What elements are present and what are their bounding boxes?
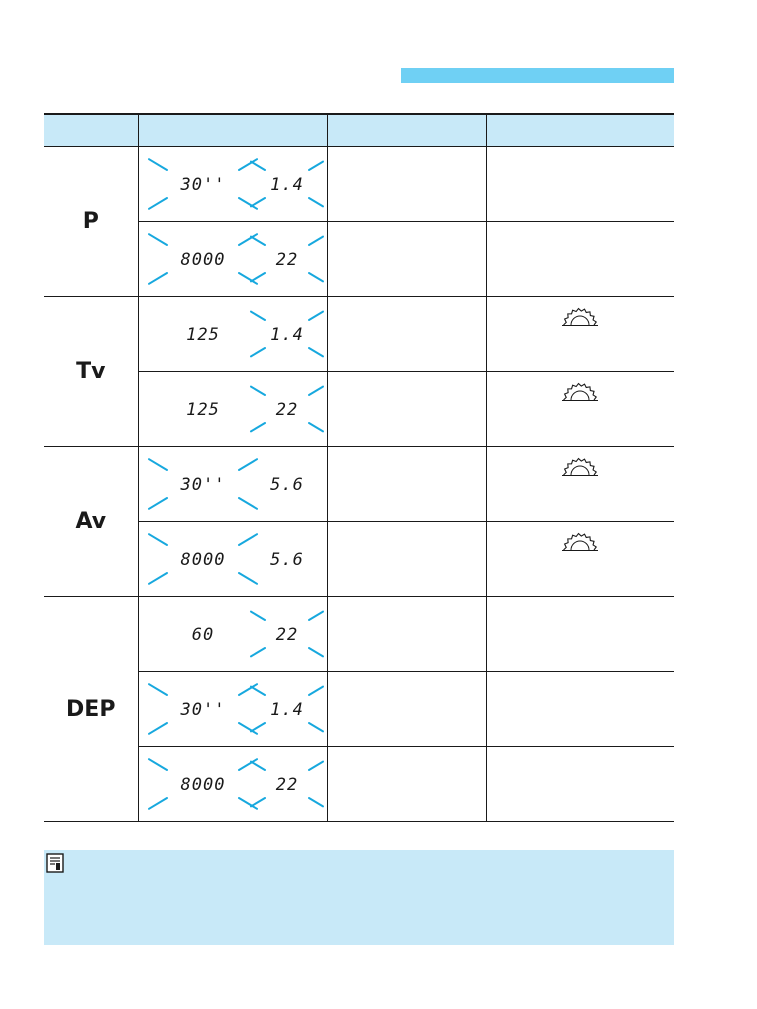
shooting-mode-cell [44, 597, 138, 822]
blink-ray [309, 198, 323, 206]
blink-ray [309, 798, 323, 806]
header-cell-mode [44, 114, 138, 147]
table-row [44, 147, 674, 222]
shooting-mode-cell [44, 297, 138, 447]
blink-ray [239, 573, 257, 584]
action-cell [486, 747, 674, 822]
main-dial-icon [560, 455, 600, 477]
action-cell [486, 597, 674, 672]
blink-ray [309, 648, 323, 656]
main-dial-icon [560, 530, 600, 552]
table-row [44, 597, 674, 672]
blink-ray [309, 723, 323, 731]
display-cell [138, 372, 327, 447]
blink-ray [251, 612, 265, 620]
shutter-speed-value: 8000 [180, 550, 225, 570]
display-cell [138, 297, 327, 372]
blink-ray [309, 312, 323, 320]
blink-ray [309, 162, 323, 170]
blink-ray [251, 312, 265, 320]
viewfinder-display [139, 372, 328, 446]
shutter-speed-value: 60 [191, 625, 214, 645]
blink-ray [251, 687, 265, 695]
main-dial-icon [560, 305, 600, 327]
status-cell [327, 147, 486, 222]
aperture-value: 22 [275, 775, 298, 795]
display-cell [138, 522, 327, 597]
shutter-speed-value: 8000 [180, 250, 225, 270]
shutter-speed-value: 30'' [180, 700, 225, 720]
blink-ray [251, 798, 265, 806]
blink-ray [309, 387, 323, 395]
shutter-speed-value: 30'' [180, 475, 225, 495]
blink-ray [309, 687, 323, 695]
shooting-mode-label: P [82, 209, 99, 234]
header-cell-action [486, 114, 674, 147]
viewfinder-display [139, 522, 328, 596]
action-cell [486, 297, 674, 372]
display-cell [138, 447, 327, 522]
shutter-speed-value: 8000 [180, 775, 225, 795]
display-cell [138, 147, 327, 222]
blink-ray [309, 237, 323, 245]
status-cell [327, 597, 486, 672]
aperture-value: 1.4 [269, 175, 304, 195]
aperture-value: 22 [275, 250, 298, 270]
shooting-mode-cell [44, 147, 138, 297]
blink-ray [149, 573, 167, 584]
shutter-speed-value: 125 [185, 325, 220, 345]
aperture-value: 1.4 [269, 325, 304, 345]
table-header-row [44, 114, 674, 147]
display-cell [138, 747, 327, 822]
shooting-mode-label: Tv [76, 359, 106, 384]
blink-ray [251, 723, 265, 731]
shooting-mode-label: DEP [66, 696, 116, 722]
blink-ray [309, 348, 323, 356]
aperture-value: 22 [275, 625, 298, 645]
action-cell [486, 522, 674, 597]
shooting-mode-cell [44, 447, 138, 597]
shooting-mode-label: Av [75, 509, 107, 534]
blink-ray [149, 498, 167, 509]
aperture-value: 5.6 [269, 475, 304, 495]
shutter-speed-value: 30'' [180, 175, 225, 195]
blink-ray [149, 234, 167, 245]
aperture-value: 22 [275, 400, 298, 420]
status-cell [327, 372, 486, 447]
blink-ray [309, 273, 323, 281]
status-cell [327, 747, 486, 822]
display-cell [138, 672, 327, 747]
viewfinder-display [139, 147, 328, 221]
blink-ray [149, 273, 167, 284]
blink-ray [251, 273, 265, 281]
action-cell [486, 372, 674, 447]
aperture-value: 1.4 [269, 700, 304, 720]
blink-ray [149, 759, 167, 770]
action-cell [486, 447, 674, 522]
blink-ray [239, 459, 257, 470]
blink-ray [309, 612, 323, 620]
memo-note-icon [46, 853, 64, 873]
table-row [44, 372, 674, 447]
blink-ray [251, 423, 265, 431]
blink-ray [251, 237, 265, 245]
header-cell-status [327, 114, 486, 147]
viewfinder-display [139, 672, 328, 746]
blink-ray [149, 534, 167, 545]
display-cell [138, 597, 327, 672]
status-cell [327, 222, 486, 297]
blink-ray [251, 387, 265, 395]
blink-ray [251, 162, 265, 170]
action-cell [486, 222, 674, 297]
display-cell [138, 222, 327, 297]
table-row [44, 447, 674, 522]
table-row [44, 747, 674, 822]
blink-ray [309, 423, 323, 431]
main-dial-icon [560, 380, 600, 402]
blink-ray [149, 684, 167, 695]
note-box [44, 850, 674, 945]
action-cell [486, 672, 674, 747]
blink-ray [149, 159, 167, 170]
viewfinder-display [139, 597, 328, 671]
viewfinder-display [139, 447, 328, 521]
status-cell [327, 672, 486, 747]
header-cell-display [138, 114, 327, 147]
blink-ray [239, 498, 257, 509]
blink-ray [149, 723, 167, 734]
viewfinder-display [139, 747, 328, 821]
table-row [44, 297, 674, 372]
blink-ray [251, 198, 265, 206]
blink-ray [149, 198, 167, 209]
exposure-warning-table [44, 113, 674, 822]
section-title-bar [401, 68, 674, 83]
blink-ray [251, 762, 265, 770]
blink-ray [239, 534, 257, 545]
table-row [44, 222, 674, 297]
table-row [44, 522, 674, 597]
action-cell [486, 147, 674, 222]
status-cell [327, 297, 486, 372]
shutter-speed-value: 125 [185, 400, 220, 420]
blink-ray [309, 762, 323, 770]
table-row [44, 672, 674, 747]
aperture-value: 5.6 [269, 550, 304, 570]
blink-ray [251, 348, 265, 356]
blink-ray [149, 798, 167, 809]
status-cell [327, 522, 486, 597]
blink-ray [149, 459, 167, 470]
viewfinder-display [139, 297, 328, 371]
status-cell [327, 447, 486, 522]
viewfinder-display [139, 222, 328, 296]
blink-ray [251, 648, 265, 656]
